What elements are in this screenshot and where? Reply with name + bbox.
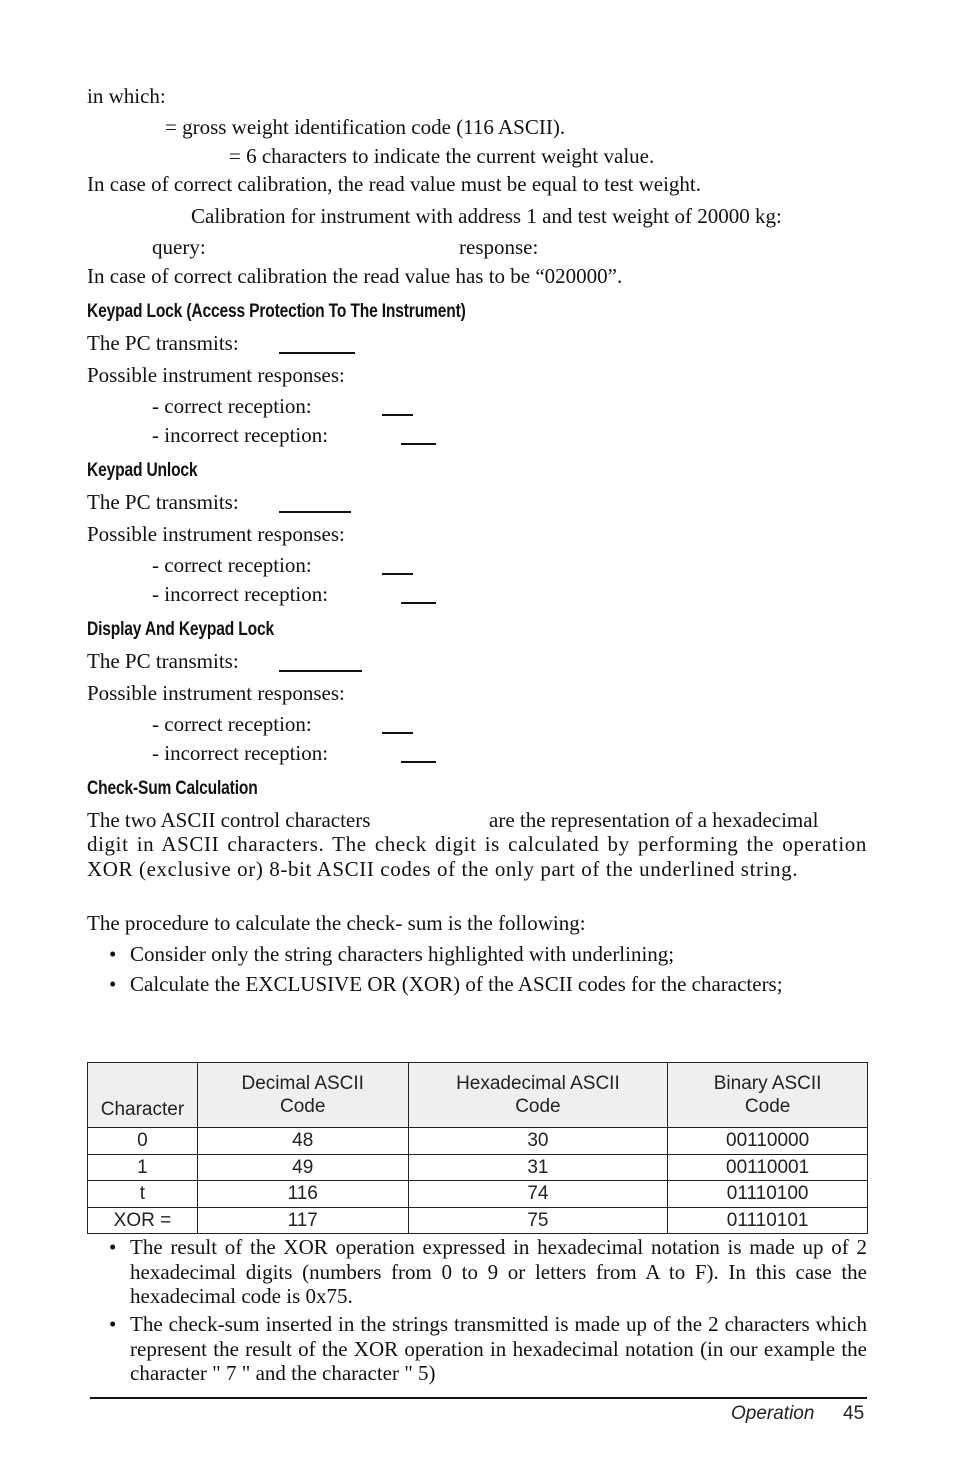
cell-character: 0	[88, 1128, 198, 1155]
responses-label: Possible instrument responses:	[87, 681, 345, 705]
table-header-row	[88, 1063, 868, 1128]
query-label: query:	[152, 235, 206, 259]
header-binary: Binary ASCII Code	[668, 1063, 868, 1128]
header-decimal: Decimal ASCII Code	[197, 1063, 408, 1128]
section-heading: Keypad Lock (Access Protection To The Instrument)	[87, 301, 466, 322]
incorrect-reception-label: - incorrect reception:	[152, 423, 329, 447]
correct-underline	[382, 414, 413, 416]
cell-hexadecimal: 75	[408, 1207, 668, 1234]
incorrect-reception-label: - incorrect reception:	[152, 741, 329, 765]
pc-transmits-label: The PC transmits:	[87, 490, 239, 514]
section-heading: Display And Keypad Lock	[87, 619, 274, 640]
chars-text: = 6 characters to indicate the current weight value.	[229, 144, 655, 168]
cell-hexadecimal: 30	[408, 1128, 668, 1155]
cell-decimal: 48	[197, 1128, 408, 1155]
correct-reception-label: - correct reception:	[152, 553, 312, 577]
response-label: response:	[459, 235, 539, 259]
table-row	[88, 1207, 868, 1234]
cell-character: 1	[88, 1154, 198, 1181]
read-value-text: In case of correct calibration the read value has to be “020000”.	[87, 264, 623, 288]
header-character: Character	[88, 1063, 198, 1128]
example-text: Calibration for instrument with address 1 and test weight of 20000 kg:	[191, 204, 782, 228]
cell-hexadecimal: 74	[408, 1181, 668, 1208]
footer-section: Operation	[731, 1403, 815, 1424]
pc-transmits-label: The PC transmits:	[87, 649, 239, 673]
table-row	[88, 1128, 868, 1155]
gross-code-text: = gross weight identification code (116 ASCII).	[165, 115, 566, 139]
footer-rule	[90, 1397, 867, 1399]
cell-binary: 00110001	[668, 1154, 868, 1181]
responses-label: Possible instrument responses:	[87, 522, 345, 546]
procedure-text: The procedure to calculate the check- sum is the following:	[87, 911, 586, 935]
cell-binary: 01110101	[668, 1207, 868, 1234]
bullet-item: Calculate the EXCLUSIVE OR (XOR) of the ASCII codes for the characters;	[130, 972, 783, 996]
table-row	[88, 1181, 868, 1208]
cell-binary: 00110000	[668, 1128, 868, 1155]
table-row	[88, 1154, 868, 1181]
cell-hexadecimal: 31	[408, 1154, 668, 1181]
correct-calibration-text: In case of correct calibration, the read value must be equal to test weight.	[87, 172, 702, 196]
cell-character: t	[88, 1181, 198, 1208]
correct-reception-label: - correct reception:	[152, 712, 312, 736]
bullet-item: Consider only the string characters highlighted with underlining;	[130, 942, 675, 966]
transmit-underline	[279, 670, 362, 672]
bullet-dot: •	[109, 1312, 117, 1336]
incorrect-underline	[401, 602, 436, 604]
bullet-dot: •	[109, 942, 117, 966]
checksum-p1-end: are the representation of a hexadecimal	[489, 808, 819, 832]
bullet-dot: •	[109, 972, 117, 996]
bullet-item: The check-sum inserted in the strings transmitted is made up of the 2 characters which represent the result of the XOR operation in hexadecimal notation (in our example the character " 7 " and the character " 5)	[130, 1312, 867, 1385]
cell-character: XOR =	[88, 1207, 198, 1234]
cell-binary: 01110100	[668, 1181, 868, 1208]
cell-decimal: 49	[197, 1154, 408, 1181]
checksum-p1-start: The two ASCII control characters	[87, 808, 371, 832]
page-number: 45	[843, 1403, 865, 1424]
transmit-underline	[279, 511, 351, 513]
checksum-p1-rest: digit in ASCII characters. The check digit is calculated by performing the operation XOR (exclusive or) 8-bit ASCII codes of the only part of the underlined string.	[87, 832, 867, 881]
pc-transmits-label: The PC transmits:	[87, 331, 239, 355]
checksum-heading: Check-Sum Calculation	[87, 778, 258, 799]
section-heading: Keypad Unlock	[87, 460, 198, 481]
bullet-item: The result of the XOR operation expressed in hexadecimal notation is made up of 2 hexadecimal digits (numbers from 0 to 9 or letters from A to F). In this case the hexadecimal code is 0x75.	[130, 1235, 867, 1308]
incorrect-reception-label: - incorrect reception:	[152, 582, 329, 606]
cell-decimal: 116	[197, 1181, 408, 1208]
ascii-xor-table	[87, 1062, 868, 1234]
correct-underline	[382, 573, 413, 575]
header-hexadecimal: Hexadecimal ASCII Code	[408, 1063, 668, 1128]
incorrect-underline	[401, 443, 436, 445]
transmit-underline	[279, 352, 355, 354]
in-which-text: in which:	[87, 84, 166, 108]
incorrect-underline	[401, 761, 436, 763]
bullet-dot: •	[109, 1235, 117, 1259]
correct-underline	[382, 732, 413, 734]
responses-label: Possible instrument responses:	[87, 363, 345, 387]
cell-decimal: 117	[197, 1207, 408, 1234]
correct-reception-label: - correct reception:	[152, 394, 312, 418]
